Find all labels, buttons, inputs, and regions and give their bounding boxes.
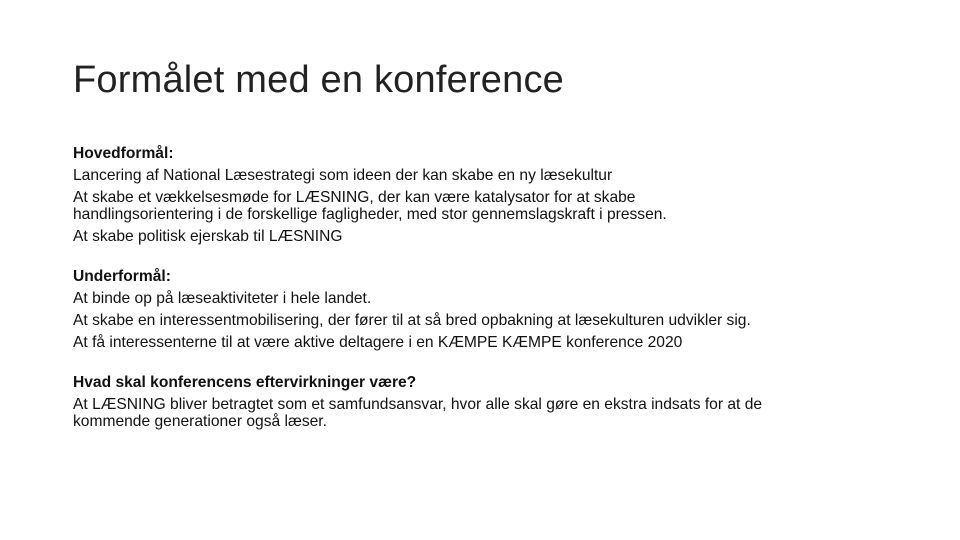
body-line: At skabe en interessentmobilisering, der fører til at så bred opbakning at læsekulturen udvikler sig. [73,312,751,329]
body-line: Lancering af National Læsestrategi som ideen der kan skabe en ny læsekultur [73,167,613,184]
slide-body [73,143,893,451]
body-line: At binde op på læseaktiviteter i hele landet. [73,290,372,307]
section-sub-purpose [73,266,893,354]
body-line: At skabe politisk ejerskab til LÆSNING [73,228,343,245]
section-heading: Hovedformål: [73,145,174,162]
body-line: At få interessenterne til at være aktive deltagere i en KÆMPE KÆMPE konference 2020 [73,334,683,351]
section-heading: Underformål: [73,268,171,285]
body-line: handlingsorientering i de forskellige fagligheder, med stor gennemslagskraft i pressen. [73,206,667,223]
section-after-effects [73,372,893,433]
section-main-purpose [73,143,893,248]
slide-title: Formålet med en konference [73,59,564,101]
body-line: At skabe et vækkelsesmøde for LÆSNING, der kan være katalysator for at skabe [73,189,636,206]
body-line: At LÆSNING bliver betragtet som et samfundsansvar, hvor alle skal gøre en ekstra indsats for at de [73,396,763,413]
body-line: kommende generationer også læser. [73,413,327,430]
section-heading: Hvad skal konferencens eftervirkninger være? [73,374,417,391]
